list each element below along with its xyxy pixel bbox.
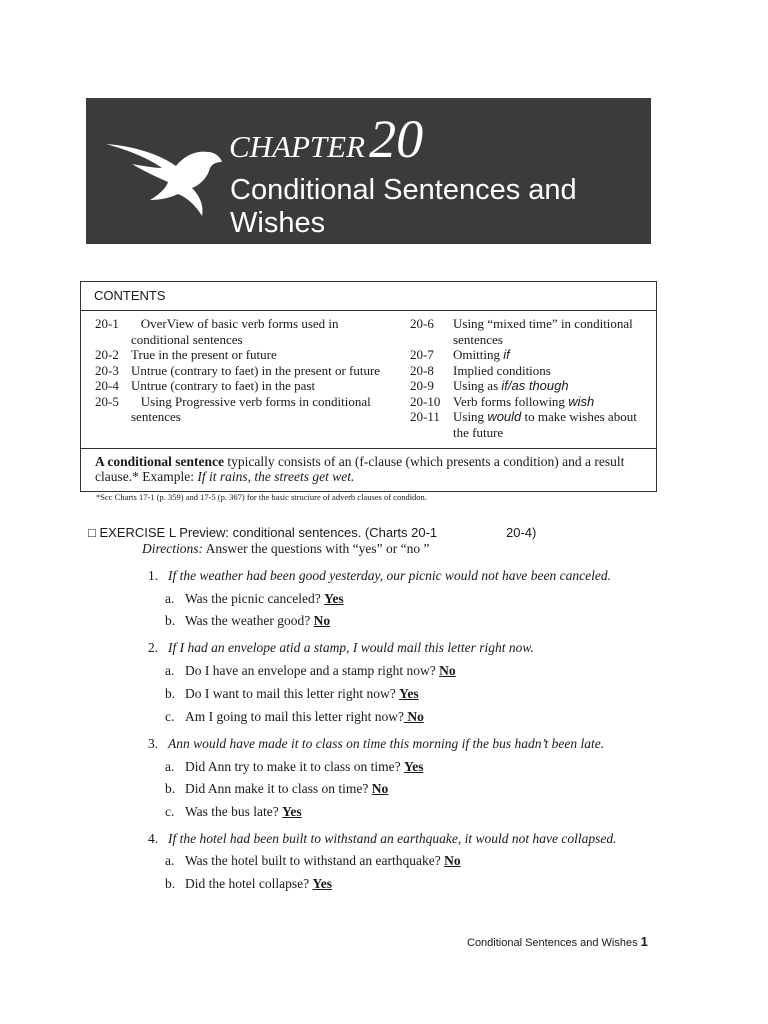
answer-item: a. Was the picnic canceled? Yes — [165, 591, 344, 606]
contents-entry — [95, 316, 395, 347]
answer-value: Yes — [403, 759, 424, 774]
contents-entry — [410, 394, 655, 410]
exercise-directions — [142, 541, 429, 557]
entry-number: 20-4 — [95, 378, 119, 393]
answer-value: No — [439, 663, 456, 678]
answer-value: Yes — [282, 804, 302, 819]
chapter-number: 20 — [369, 109, 424, 169]
entry-text: True in the present or future — [131, 347, 277, 362]
footer-title: Conditional Sentences and Wishes — [467, 937, 638, 949]
note-text: typically consists of an (f-clause (which presents a condition) and a result clause.* Example: — [95, 454, 625, 484]
contents-entry — [95, 394, 395, 425]
entry-number: 20-7 — [410, 347, 434, 362]
directions-text: Answer the questions with “yes” or “no ” — [203, 541, 430, 556]
answer-item: b. Did Ann make it to class on time? No — [165, 781, 389, 796]
answer-value: No — [371, 781, 389, 796]
answer-item: c. Was the bus late? Yes — [165, 804, 302, 819]
contents-box — [80, 281, 657, 492]
answer-value: Yes — [324, 591, 344, 606]
entry-number: 20-3 — [95, 362, 119, 378]
contents-entry — [410, 363, 655, 379]
contents-entry — [410, 409, 655, 440]
entry-text: Omitting if — [453, 347, 510, 362]
page-number: 1 — [640, 934, 648, 949]
contents-entry — [95, 363, 395, 379]
contents-entry — [410, 378, 655, 394]
swallow-bird-icon — [104, 136, 224, 218]
answer-value: No — [403, 709, 424, 724]
footnote: *Scc Charts 17-1 (p. 359) and 17-5 (p. 367) for the basic strucíure of adverb clauses of condidon. — [96, 492, 427, 502]
entry-text: OverView of basic verb forms used in conditional sentences — [131, 316, 339, 347]
entry-text: Using Progressive verb forms in conditional sentences — [131, 393, 371, 424]
exercise-heading — [88, 525, 537, 540]
entry-number: 20-6 — [410, 316, 434, 331]
chapter-word: CHAPTER — [229, 129, 366, 164]
contents-left-column — [95, 316, 395, 425]
entry-text: Using would to make wishes about the future — [453, 409, 637, 440]
answer-value: Yes — [399, 686, 419, 701]
question-1: 1. If the weather had been good yesterday, our picnic would not have been canceled. — [148, 568, 612, 583]
contents-entry — [410, 347, 655, 363]
exercise-charts-end: 20-4) — [506, 525, 537, 540]
entry-text: Using as if/as though — [453, 378, 569, 393]
entry-number: 20-2 — [95, 347, 119, 362]
entry-number: 20-9 — [410, 378, 434, 393]
chapter-heading — [229, 108, 423, 170]
answer-value: No — [444, 853, 461, 868]
note-bold: A conditional sentence — [95, 454, 225, 469]
contents-entry — [95, 378, 395, 394]
answer-value: Yes — [312, 876, 332, 891]
entry-text: Untrue (contrary to faet) in the present or future — [131, 362, 381, 378]
conditional-note — [81, 448, 656, 489]
note-example: If it rains, the streets get wet. — [197, 469, 355, 484]
entry-text: Untrue (contrary to faet) in the past — [131, 378, 316, 393]
contents-right-column — [410, 316, 655, 440]
entry-text: Implied conditions — [453, 362, 551, 378]
answer-item: b. Did the hotel collapse? Yes — [165, 876, 332, 891]
answer-item: c. Am I going to mail this letter right now? No — [165, 709, 424, 724]
answer-item: a. Do I have an envelope and a stamp right now? No — [165, 663, 456, 678]
entry-number: 20-10 — [410, 393, 441, 409]
contents-heading: CONTENTS — [81, 282, 656, 311]
entry-number: 20-5 — [95, 393, 119, 409]
answer-item: b. Do I want to mail this letter right now? Yes — [165, 686, 419, 701]
answer-value: No — [313, 613, 331, 628]
answer-item: a. Did Ann try to make it to class on time? Yes — [165, 759, 424, 774]
checkbox-icon[interactable]: □ — [88, 525, 96, 540]
page-footer — [467, 934, 648, 949]
answer-item: b. Was the weather good? No — [165, 613, 331, 628]
entry-number: 20-1 — [95, 316, 119, 331]
question-2: 2. If I had an envelope atid a stamp, I would mail this letter right now. — [148, 640, 534, 655]
contents-entry — [95, 347, 395, 363]
entry-number: 20-8 — [410, 362, 434, 378]
contents-entry — [410, 316, 655, 347]
answer-item: a. Was the hotel built to withstand an earthquake? No — [165, 853, 461, 868]
exercise-title: EXERCISE L Preview: conditional sentences. (Charts 20-1 — [99, 525, 438, 540]
entry-number: 20-11 — [410, 409, 440, 424]
directions-label: Directions: — [142, 541, 203, 556]
chapter-banner — [86, 98, 651, 244]
chapter-title: Conditional Sentences and Wishes — [230, 174, 577, 239]
question-4: 4. If the hotel had been built to withstand an earthquake, it would not have collapsed. — [148, 831, 617, 846]
entry-text: Verb forms following wish — [453, 393, 595, 409]
question-3: 3. Ann would have made it to class on time this morning if the bus hadn’t been late. — [148, 736, 605, 751]
entry-text: Using “mixed time” in conditional sentences — [453, 316, 633, 347]
